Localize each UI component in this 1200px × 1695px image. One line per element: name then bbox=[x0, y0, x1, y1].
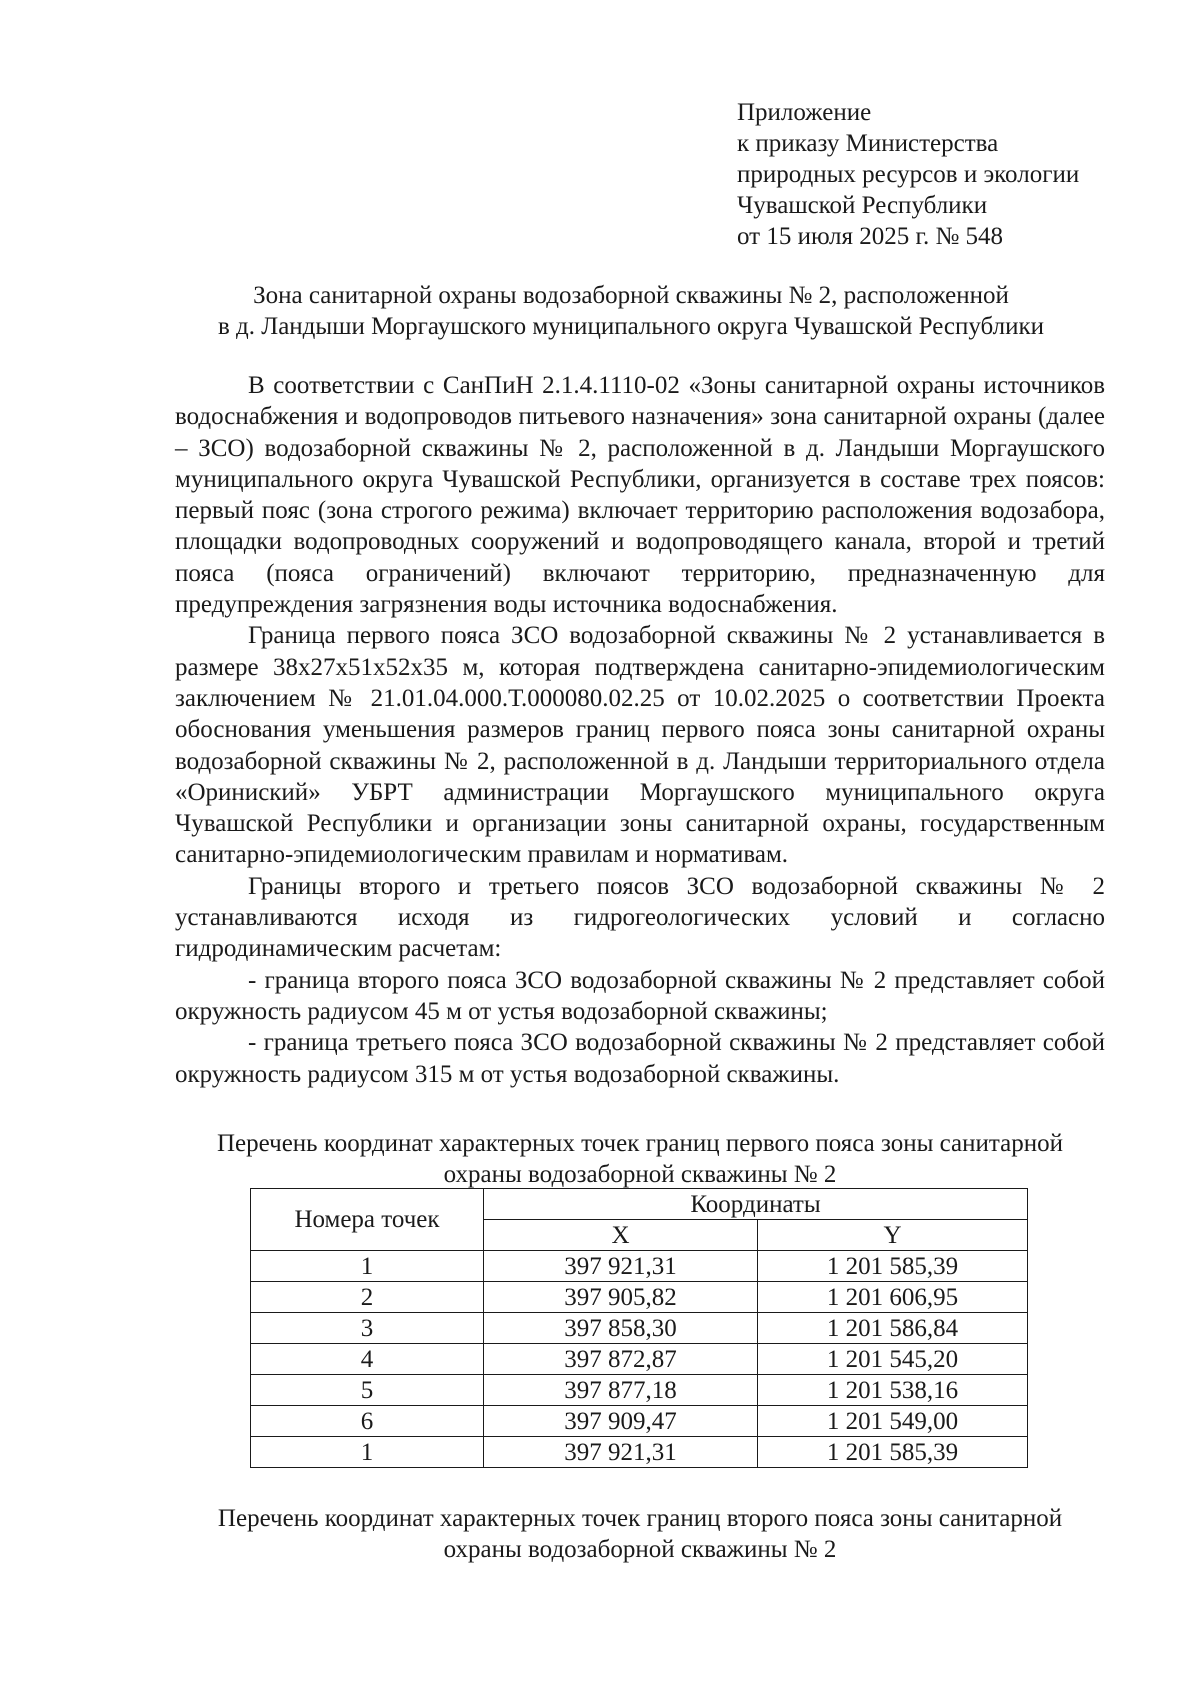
coordinates-table bbox=[250, 1188, 1028, 1468]
cell-y: 1 201 585,39 bbox=[758, 1437, 1028, 1468]
table-row bbox=[251, 1313, 1028, 1344]
title-line: в д. Ландыши Моргаушского муниципального округа Чувашской Республики bbox=[217, 313, 1045, 340]
table-row bbox=[251, 1344, 1028, 1375]
cell-x: 397 921,31 bbox=[484, 1437, 758, 1468]
cell-x: 397 921,31 bbox=[484, 1251, 758, 1282]
cell-y: 1 201 549,00 bbox=[758, 1406, 1028, 1437]
cell-x: 397 858,30 bbox=[484, 1313, 758, 1344]
body-paragraph: - граница второго пояса ЗСО водозаборной скважины № 2 представляет собой окружность радиусом 45 м от устья водозаборной скважины; bbox=[175, 966, 1105, 1025]
cell-y: 1 201 586,84 bbox=[758, 1313, 1028, 1344]
cell-y: 1 201 606,95 bbox=[758, 1282, 1028, 1313]
appendix-line: к приказу Министерства bbox=[737, 130, 999, 157]
header-y: Y bbox=[758, 1220, 1028, 1251]
cell-point: 4 bbox=[251, 1344, 484, 1375]
body-paragraph: - граница третьего пояса ЗСО водозаборной скважины № 2 представляет собой окружность радиусом 315 м от устья водозаборной скважины. bbox=[175, 1029, 1105, 1088]
body-paragraph: В соответствии с СанПиН 2.1.4.1110-02 «Зоны санитарной охраны источников водоснабжения и водопроводов питьевого назначения» зона санитарной охраны (далее – ЗСО) водозаборной скважины № 2, расположенной в д. Ландыши Моргаушского муниципального округа Чувашской Республики, организуется в составе трех поясов: первый пояс (зона строгого режима) включает территорию расположения водозабора, площадки водопроводных сооружений и водопроводящего канала, второй и третий пояса (пояса ограничений) включают территорию, предназначенную для предупреждения загрязнения воды источника водоснабжения. bbox=[175, 372, 1105, 619]
cell-y: 1 201 545,20 bbox=[758, 1344, 1028, 1375]
cell-point: 6 bbox=[251, 1406, 484, 1437]
table-row bbox=[251, 1406, 1028, 1437]
caption-line: Перечень координат характерных точек границ первого пояса зоны санитарной bbox=[217, 1130, 1063, 1157]
cell-x: 397 909,47 bbox=[484, 1406, 758, 1437]
caption-line: Перечень координат характерных точек границ второго пояса зоны санитарной bbox=[217, 1505, 1063, 1532]
appendix-line: от 15 июля 2025 г. № 548 bbox=[737, 223, 1004, 250]
table-row bbox=[251, 1282, 1028, 1313]
document-body bbox=[175, 370, 1105, 1090]
cell-x: 397 905,82 bbox=[484, 1282, 758, 1313]
cell-x: 397 877,18 bbox=[484, 1375, 758, 1406]
table-row bbox=[251, 1375, 1028, 1406]
body-paragraph: Граница первого пояса ЗСО водозаборной скважины № 2 устанавливается в размере 38х27х51х52х35 м, которая подтверждена санитарно-эпидемиологическим заключением № 21.01.04.000.Т.000080.02.25 от 10.02.2025 о соответствии Проекта обоснования уменьшения размеров границ первого пояса зоны санитарной охраны водозаборной скважины № 2, расположенной в д. Ландыши территориального отдела «Ориниский» УБРТ администрации Моргаушского муниципального округа Чувашской Республики и организации зоны санитарной охраны, государственным санитарно-эпидемиологическим правилам и нормативам. bbox=[175, 622, 1105, 869]
table-row bbox=[251, 1437, 1028, 1468]
cell-point: 3 bbox=[251, 1313, 484, 1344]
cell-x: 397 872,87 bbox=[484, 1344, 758, 1375]
cell-y: 1 201 538,16 bbox=[758, 1375, 1028, 1406]
caption-line: охраны водозаборной скважины № 2 bbox=[443, 1536, 837, 1563]
cell-point: 1 bbox=[251, 1251, 484, 1282]
appendix-line: природных ресурсов и экологии bbox=[737, 161, 1080, 188]
table1-caption bbox=[175, 1128, 1105, 1190]
appendix-header bbox=[737, 97, 1079, 252]
cell-point: 2 bbox=[251, 1282, 484, 1313]
table2-caption bbox=[175, 1503, 1105, 1565]
caption-line: охраны водозаборной скважины № 2 bbox=[443, 1161, 837, 1188]
document-title bbox=[175, 280, 1087, 342]
header-point-numbers: Номера точек bbox=[251, 1189, 484, 1251]
title-line: Зона санитарной охраны водозаборной скважины № 2, расположенной bbox=[253, 282, 1009, 309]
cell-point: 5 bbox=[251, 1375, 484, 1406]
header-coordinates: Координаты bbox=[484, 1189, 1028, 1220]
header-x: X bbox=[484, 1220, 758, 1251]
body-paragraph: Границы второго и третьего поясов ЗСО водозаборной скважины № 2 устанавливаются исходя из гидрогеологических условий и согласно гидродинамическим расчетам: bbox=[175, 872, 1105, 963]
table-row bbox=[251, 1251, 1028, 1282]
appendix-line: Приложение bbox=[737, 99, 872, 126]
appendix-line: Чувашской Республики bbox=[737, 192, 988, 219]
cell-point: 1 bbox=[251, 1437, 484, 1468]
cell-y: 1 201 585,39 bbox=[758, 1251, 1028, 1282]
